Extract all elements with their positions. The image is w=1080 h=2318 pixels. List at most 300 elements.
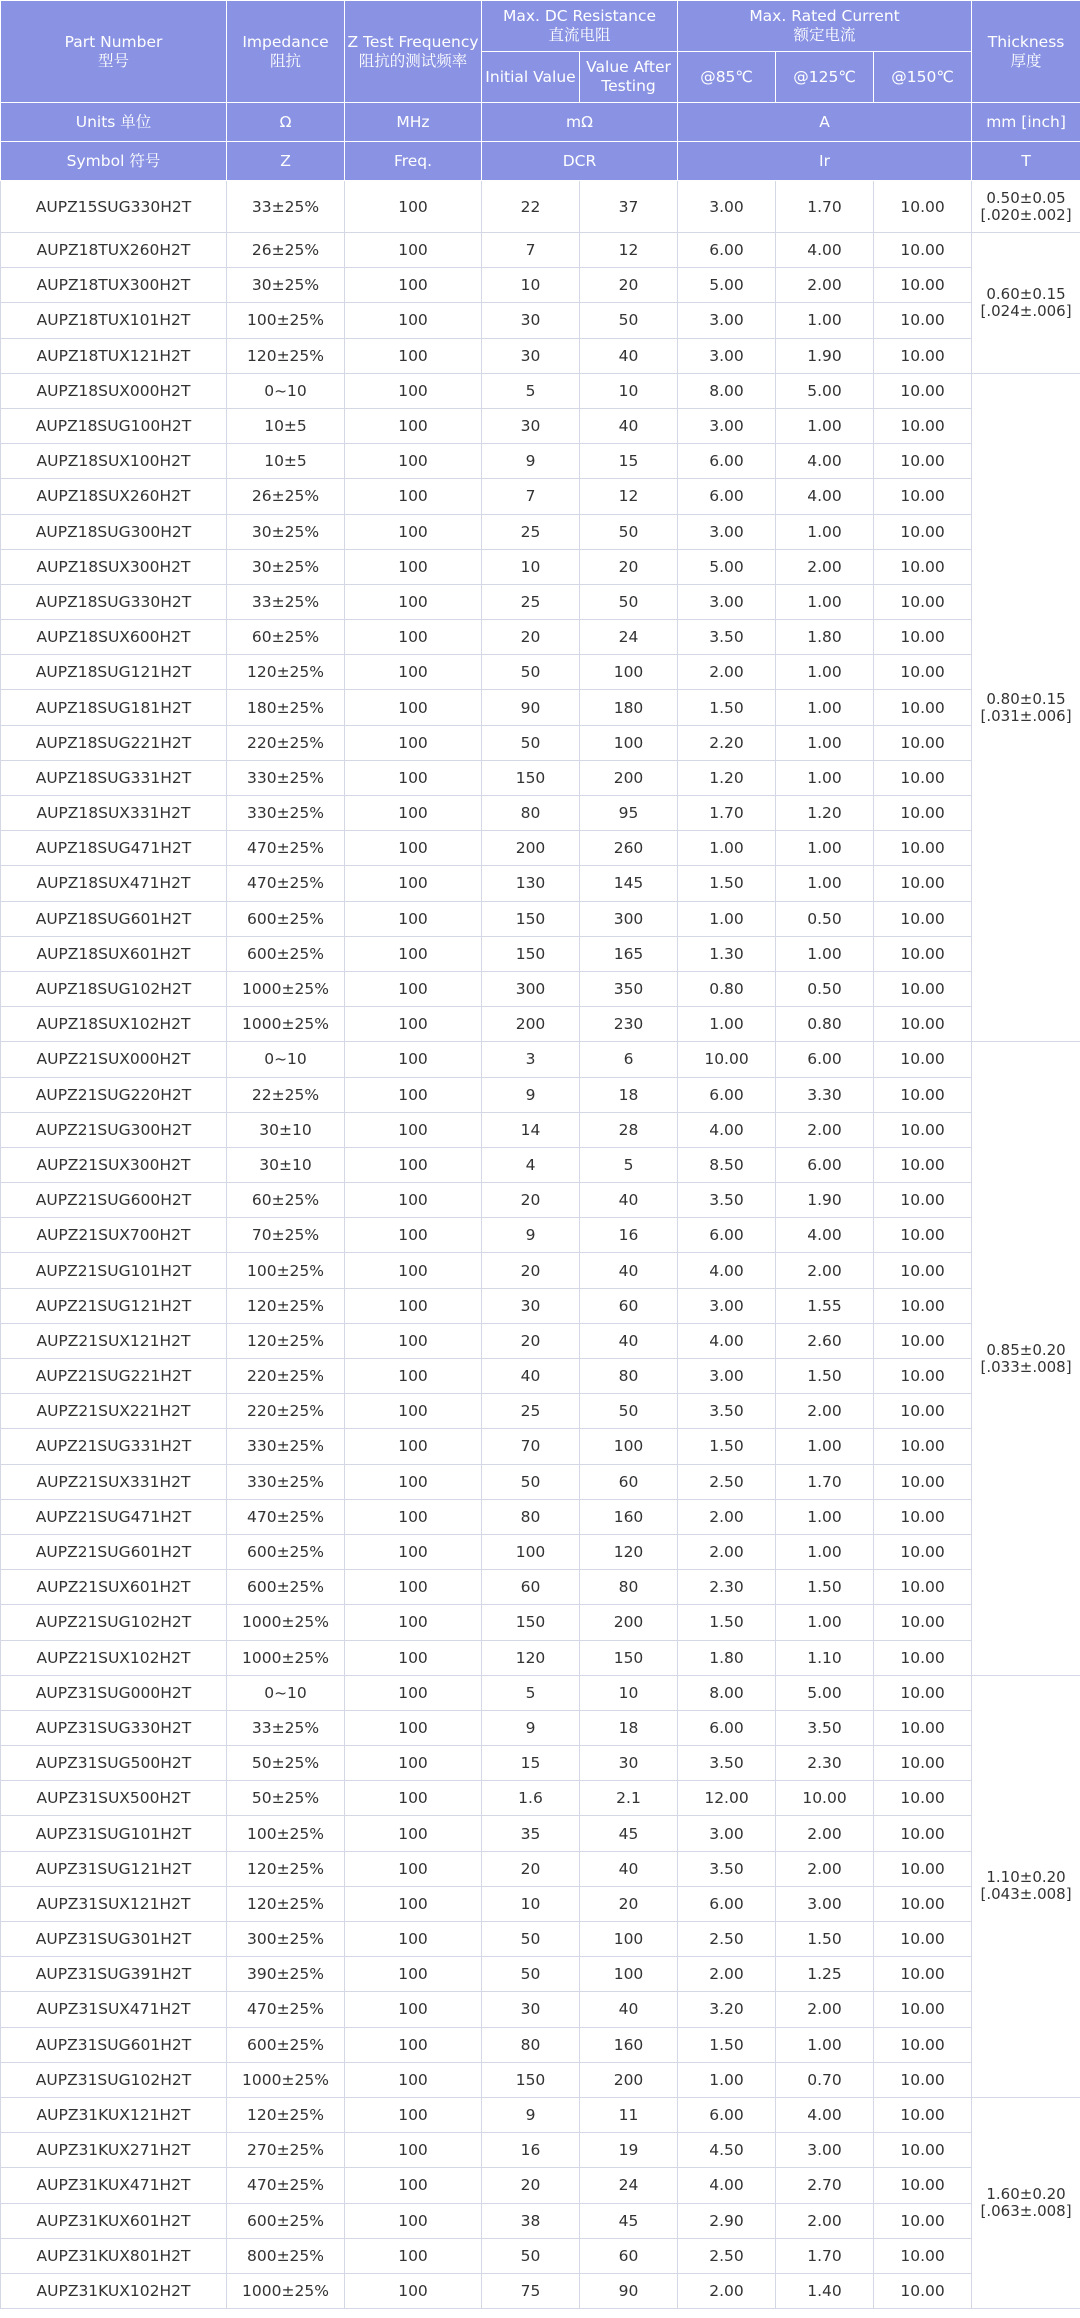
dcr-initial-cell: 100 <box>482 1534 580 1569</box>
dcr-after-cell: 90 <box>580 2273 678 2308</box>
impedance-cell: 26±25% <box>227 233 345 268</box>
current-85c-cell: 1.00 <box>678 1007 776 1042</box>
part-number-cell: AUPZ18TUX101H2T <box>1 303 227 338</box>
part-number-cell: AUPZ31SUG000H2T <box>1 1675 227 1710</box>
current-125c-cell: 0.80 <box>776 1007 874 1042</box>
part-number-header: Part Number 型号 <box>1 1 227 103</box>
at-150c-header: @150℃ <box>874 52 972 103</box>
frequency-cell: 100 <box>345 2273 482 2308</box>
frequency-cell: 100 <box>345 1851 482 1886</box>
current-85c-cell: 6.00 <box>678 2097 776 2132</box>
dcr-after-cell: 10 <box>580 1675 678 1710</box>
current-85c-cell: 6.00 <box>678 1077 776 1112</box>
dcr-after-cell: 150 <box>580 1640 678 1675</box>
part-number-cell: AUPZ18SUG300H2T <box>1 514 227 549</box>
table-row <box>1 1464 1080 1499</box>
frequency-cell: 100 <box>345 1710 482 1745</box>
current-85c-cell: 1.00 <box>678 901 776 936</box>
impedance-cell: 1000±25% <box>227 2062 345 2097</box>
current-150c-cell: 10.00 <box>874 620 972 655</box>
dcr-initial-cell: 30 <box>482 1288 580 1323</box>
units-frequency: MHz <box>345 103 482 142</box>
dcr-after-cell: 60 <box>580 1464 678 1499</box>
current-85c-cell: 12.00 <box>678 1781 776 1816</box>
current-150c-cell: 10.00 <box>874 725 972 760</box>
frequency-cell: 100 <box>345 549 482 584</box>
dcr-after-cell: 20 <box>580 268 678 303</box>
frequency-cell: 100 <box>345 1746 482 1781</box>
dcr-after-cell: 100 <box>580 655 678 690</box>
dcr-initial-cell: 50 <box>482 1922 580 1957</box>
dcr-after-cell: 10 <box>580 373 678 408</box>
dcr-initial-cell: 15 <box>482 1746 580 1781</box>
current-125c-cell: 1.00 <box>776 936 874 971</box>
current-85c-cell: 8.50 <box>678 1147 776 1182</box>
current-150c-cell: 10.00 <box>874 2027 972 2062</box>
part-number-cell: AUPZ18SUX102H2T <box>1 1007 227 1042</box>
dcr-initial-cell: 150 <box>482 936 580 971</box>
current-125c-cell: 2.00 <box>776 1112 874 1147</box>
table-row <box>1 1534 1080 1569</box>
impedance-cell: 180±25% <box>227 690 345 725</box>
current-85c-cell: 2.00 <box>678 655 776 690</box>
dcr-after-cell: 40 <box>580 1851 678 1886</box>
table-row <box>1 1922 1080 1957</box>
impedance-cell: 26±25% <box>227 479 345 514</box>
dcr-after-cell: 200 <box>580 2062 678 2097</box>
impedance-cell: 330±25% <box>227 796 345 831</box>
table-row <box>1 1746 1080 1781</box>
current-85c-cell: 2.00 <box>678 1534 776 1569</box>
part-number-cell: AUPZ31SUX471H2T <box>1 1992 227 2027</box>
table-row <box>1 1218 1080 1253</box>
impedance-cell: 330±25% <box>227 1464 345 1499</box>
table-row <box>1 1112 1080 1147</box>
dcr-after-cell: 100 <box>580 725 678 760</box>
table-row <box>1 1570 1080 1605</box>
part-number-cell: AUPZ31SUG121H2T <box>1 1851 227 1886</box>
dcr-after-cell: 80 <box>580 1570 678 1605</box>
dcr-after-cell: 12 <box>580 479 678 514</box>
dcr-after-cell: 50 <box>580 303 678 338</box>
thickness-cell <box>972 1675 1080 2097</box>
impedance-cell: 600±25% <box>227 2027 345 2062</box>
frequency-cell: 100 <box>345 866 482 901</box>
dcr-after-cell: 45 <box>580 1816 678 1851</box>
impedance-cell: 30±25% <box>227 549 345 584</box>
current-125c-cell: 4.00 <box>776 1218 874 1253</box>
current-125c-cell: 1.80 <box>776 620 874 655</box>
dcr-after-cell: 200 <box>580 760 678 795</box>
current-125c-cell: 4.00 <box>776 233 874 268</box>
current-125c-cell: 1.00 <box>776 408 874 443</box>
current-85c-cell: 3.20 <box>678 1992 776 2027</box>
units-dcr: mΩ <box>482 103 678 142</box>
dcr-initial-cell: 150 <box>482 2062 580 2097</box>
table-row <box>1 690 1080 725</box>
dcr-initial-cell: 80 <box>482 796 580 831</box>
frequency-cell: 100 <box>345 971 482 1006</box>
frequency-cell: 100 <box>345 1675 482 1710</box>
current-85c-cell: 1.50 <box>678 1605 776 1640</box>
dcr-after-cell: 50 <box>580 584 678 619</box>
dcr-initial-cell: 9 <box>482 2097 580 2132</box>
current-125c-cell: 4.00 <box>776 2097 874 2132</box>
frequency-cell: 100 <box>345 1077 482 1112</box>
thickness-inch: [.033±.008] <box>980 1357 1072 1376</box>
current-85c-cell: 0.80 <box>678 971 776 1006</box>
current-125c-cell: 2.00 <box>776 1253 874 1288</box>
part-number-cell: AUPZ31SUG101H2T <box>1 1816 227 1851</box>
dcr-initial-cell: 30 <box>482 408 580 443</box>
impedance-cell: 50±25% <box>227 1746 345 1781</box>
table-row <box>1 1007 1080 1042</box>
frequency-cell: 100 <box>345 338 482 373</box>
impedance-cell: 120±25% <box>227 1323 345 1358</box>
impedance-cell: 120±25% <box>227 1886 345 1921</box>
current-150c-cell: 10.00 <box>874 1183 972 1218</box>
dcr-initial-cell: 20 <box>482 1183 580 1218</box>
part-number-cell: AUPZ18SUX471H2T <box>1 866 227 901</box>
impedance-cell: 60±25% <box>227 620 345 655</box>
dcr-after-cell: 19 <box>580 2133 678 2168</box>
current-125c-cell: 1.20 <box>776 796 874 831</box>
dcr-after-cell: 40 <box>580 1183 678 1218</box>
current-125c-cell: 1.50 <box>776 1922 874 1957</box>
part-number-cell: AUPZ21SUX700H2T <box>1 1218 227 1253</box>
dcr-initial-cell: 50 <box>482 1464 580 1499</box>
dc-resistance-header: Max. DC Resistance 直流电阻 <box>482 1 678 52</box>
thickness-cell <box>972 1042 1080 1675</box>
impedance-cell: 10±5 <box>227 408 345 443</box>
impedance-header: Impedance 阻抗 <box>227 1 345 103</box>
table-row <box>1 1288 1080 1323</box>
dcr-after-cell: 20 <box>580 549 678 584</box>
current-125c-cell: 1.70 <box>776 2238 874 2273</box>
dcr-initial-cell: 30 <box>482 338 580 373</box>
part-number-cell: AUPZ18SUX000H2T <box>1 373 227 408</box>
current-125c-cell: 4.00 <box>776 444 874 479</box>
current-150c-cell: 10.00 <box>874 655 972 690</box>
frequency-cell: 100 <box>345 1534 482 1569</box>
current-125c-cell: 6.00 <box>776 1042 874 1077</box>
frequency-cell: 100 <box>345 1570 482 1605</box>
current-85c-cell: 3.00 <box>678 408 776 443</box>
frequency-cell: 100 <box>345 2168 482 2203</box>
units-impedance: Ω <box>227 103 345 142</box>
current-150c-cell: 10.00 <box>874 1816 972 1851</box>
part-number-cell: AUPZ31SUG102H2T <box>1 2062 227 2097</box>
current-85c-cell: 2.00 <box>678 1499 776 1534</box>
current-125c-cell: 2.00 <box>776 2203 874 2238</box>
frequency-cell: 100 <box>345 1499 482 1534</box>
part-number-cell: AUPZ21SUG300H2T <box>1 1112 227 1147</box>
dcr-initial-cell: 22 <box>482 181 580 233</box>
table-row <box>1 1394 1080 1429</box>
thickness-mm: 1.10±0.20 <box>986 1868 1066 1887</box>
dcr-after-cell: 40 <box>580 1992 678 2027</box>
table-row <box>1 1359 1080 1394</box>
current-85c-cell: 3.00 <box>678 584 776 619</box>
dcr-initial-cell: 80 <box>482 1499 580 1534</box>
current-85c-cell: 2.00 <box>678 1957 776 1992</box>
frequency-cell: 100 <box>345 1464 482 1499</box>
current-150c-cell: 10.00 <box>874 1253 972 1288</box>
current-85c-cell: 3.00 <box>678 1816 776 1851</box>
dcr-after-cell: 60 <box>580 1288 678 1323</box>
frequency-cell: 100 <box>345 181 482 233</box>
dcr-after-cell: 230 <box>580 1007 678 1042</box>
table-row <box>1 655 1080 690</box>
current-150c-cell: 10.00 <box>874 2168 972 2203</box>
dcr-initial-cell: 4 <box>482 1147 580 1182</box>
current-125c-cell: 0.70 <box>776 2062 874 2097</box>
impedance-cell: 30±10 <box>227 1147 345 1182</box>
frequency-cell: 100 <box>345 268 482 303</box>
table-row <box>1 1499 1080 1534</box>
dcr-initial-cell: 60 <box>482 1570 580 1605</box>
dcr-initial-cell: 20 <box>482 1253 580 1288</box>
table-row <box>1 1640 1080 1675</box>
table-row <box>1 479 1080 514</box>
impedance-cell: 1000±25% <box>227 2273 345 2308</box>
part-number-cell: AUPZ31SUG601H2T <box>1 2027 227 2062</box>
current-125c-cell: 1.90 <box>776 1183 874 1218</box>
current-125c-cell: 2.00 <box>776 1992 874 2027</box>
current-150c-cell: 10.00 <box>874 760 972 795</box>
frequency-cell: 100 <box>345 2238 482 2273</box>
current-85c-cell: 4.00 <box>678 1112 776 1147</box>
dcr-after-cell: 6 <box>580 1042 678 1077</box>
table-row <box>1 796 1080 831</box>
current-85c-cell: 3.00 <box>678 338 776 373</box>
current-125c-cell: 0.50 <box>776 971 874 1006</box>
current-125c-cell: 1.00 <box>776 831 874 866</box>
dcr-after-cell: 350 <box>580 971 678 1006</box>
table-row <box>1 971 1080 1006</box>
dcr-initial-cell: 150 <box>482 901 580 936</box>
current-150c-cell: 10.00 <box>874 866 972 901</box>
current-150c-cell: 10.00 <box>874 1429 972 1464</box>
table-row <box>1 1957 1080 1992</box>
dcr-after-cell: 18 <box>580 1710 678 1745</box>
at-125c-header: @125℃ <box>776 52 874 103</box>
frequency-cell: 100 <box>345 760 482 795</box>
current-85c-cell: 1.50 <box>678 1429 776 1464</box>
current-85c-cell: 6.00 <box>678 233 776 268</box>
current-85c-cell: 3.50 <box>678 1746 776 1781</box>
thickness-mm: 0.80±0.15 <box>986 689 1066 708</box>
dcr-after-cell: 145 <box>580 866 678 901</box>
current-125c-cell: 1.50 <box>776 1359 874 1394</box>
table-row <box>1 1992 1080 2027</box>
current-150c-cell: 10.00 <box>874 2203 972 2238</box>
thickness-cell <box>972 2097 1080 2308</box>
dcr-initial-cell: 20 <box>482 2168 580 2203</box>
dcr-initial-cell: 50 <box>482 2238 580 2273</box>
current-85c-cell: 2.20 <box>678 725 776 760</box>
impedance-cell: 70±25% <box>227 1218 345 1253</box>
current-85c-cell: 2.50 <box>678 2238 776 2273</box>
current-85c-cell: 6.00 <box>678 444 776 479</box>
impedance-cell: 100±25% <box>227 1816 345 1851</box>
impedance-cell: 1000±25% <box>227 971 345 1006</box>
part-number-cell: AUPZ21SUX102H2T <box>1 1640 227 1675</box>
impedance-cell: 300±25% <box>227 1922 345 1957</box>
part-number-cell: AUPZ31SUG500H2T <box>1 1746 227 1781</box>
dcr-after-cell: 2.1 <box>580 1781 678 1816</box>
impedance-cell: 30±25% <box>227 514 345 549</box>
current-125c-cell: 1.00 <box>776 690 874 725</box>
table-row <box>1 1851 1080 1886</box>
frequency-cell: 100 <box>345 303 482 338</box>
dcr-initial-cell: 10 <box>482 268 580 303</box>
current-150c-cell: 10.00 <box>874 1218 972 1253</box>
current-125c-cell: 1.00 <box>776 655 874 690</box>
current-85c-cell: 3.50 <box>678 1183 776 1218</box>
dcr-initial-cell: 3 <box>482 1042 580 1077</box>
dcr-after-cell: 15 <box>580 444 678 479</box>
thickness-cell <box>972 373 1080 1042</box>
dcr-after-cell: 120 <box>580 1534 678 1569</box>
part-number-cell: AUPZ31KUX271H2T <box>1 2133 227 2168</box>
current-85c-cell: 2.50 <box>678 1464 776 1499</box>
frequency-cell: 100 <box>345 1429 482 1464</box>
dcr-initial-cell: 5 <box>482 373 580 408</box>
current-125c-cell: 2.00 <box>776 1394 874 1429</box>
frequency-cell: 100 <box>345 2097 482 2132</box>
current-150c-cell: 10.00 <box>874 1112 972 1147</box>
units-label: Units 单位 <box>1 103 227 142</box>
dcr-after-cell: 80 <box>580 1359 678 1394</box>
at-85c-header: @85℃ <box>678 52 776 103</box>
current-125c-cell: 1.00 <box>776 1499 874 1534</box>
current-85c-cell: 1.80 <box>678 1640 776 1675</box>
current-150c-cell: 10.00 <box>874 901 972 936</box>
impedance-cell: 220±25% <box>227 725 345 760</box>
impedance-cell: 220±25% <box>227 1359 345 1394</box>
current-125c-cell: 1.90 <box>776 338 874 373</box>
impedance-cell: 270±25% <box>227 2133 345 2168</box>
current-85c-cell: 2.00 <box>678 2273 776 2308</box>
current-85c-cell: 2.30 <box>678 1570 776 1605</box>
table-row <box>1 444 1080 479</box>
dcr-after-cell: 160 <box>580 1499 678 1534</box>
part-number-cell: AUPZ15SUG330H2T <box>1 181 227 233</box>
dcr-initial-cell: 50 <box>482 725 580 760</box>
table-row <box>1 2273 1080 2308</box>
current-150c-cell: 10.00 <box>874 233 972 268</box>
current-150c-cell: 10.00 <box>874 1359 972 1394</box>
table-row <box>1 620 1080 655</box>
dcr-after-cell: 50 <box>580 514 678 549</box>
table-row <box>1 760 1080 795</box>
frequency-cell: 100 <box>345 1605 482 1640</box>
current-150c-cell: 10.00 <box>874 1886 972 1921</box>
dcr-initial-cell: 25 <box>482 584 580 619</box>
part-number-cell: AUPZ21SUG331H2T <box>1 1429 227 1464</box>
dcr-after-cell: 40 <box>580 1253 678 1288</box>
current-150c-cell: 10.00 <box>874 303 972 338</box>
rated-current-header: Max. Rated Current 额定电流 <box>678 1 972 52</box>
frequency-cell: 100 <box>345 2203 482 2238</box>
current-150c-cell: 10.00 <box>874 690 972 725</box>
frequency-cell: 100 <box>345 584 482 619</box>
frequency-cell: 100 <box>345 620 482 655</box>
dcr-initial-cell: 20 <box>482 1323 580 1358</box>
current-150c-cell: 10.00 <box>874 1781 972 1816</box>
dcr-initial-cell: 70 <box>482 1429 580 1464</box>
dcr-after-cell: 160 <box>580 2027 678 2062</box>
dcr-after-cell: 16 <box>580 1218 678 1253</box>
current-125c-cell: 1.70 <box>776 181 874 233</box>
impedance-cell: 600±25% <box>227 1534 345 1569</box>
part-number-cell: AUPZ18SUG121H2T <box>1 655 227 690</box>
table-row <box>1 2097 1080 2132</box>
impedance-cell: 1000±25% <box>227 1605 345 1640</box>
frequency-cell: 100 <box>345 2027 482 2062</box>
current-150c-cell: 10.00 <box>874 2273 972 2308</box>
current-125c-cell: 1.00 <box>776 514 874 549</box>
table-row <box>1 1675 1080 1710</box>
current-85c-cell: 8.00 <box>678 1675 776 1710</box>
part-number-cell: AUPZ31SUG330H2T <box>1 1710 227 1745</box>
table-row <box>1 2203 1080 2238</box>
dcr-after-cell: 20 <box>580 1886 678 1921</box>
current-125c-cell: 2.00 <box>776 268 874 303</box>
frequency-cell: 100 <box>345 2062 482 2097</box>
impedance-cell: 600±25% <box>227 936 345 971</box>
part-number-cell: AUPZ18TUX300H2T <box>1 268 227 303</box>
current-125c-cell: 2.70 <box>776 2168 874 2203</box>
part-number-cell: AUPZ18SUG331H2T <box>1 760 227 795</box>
current-85c-cell: 4.00 <box>678 2168 776 2203</box>
current-150c-cell: 10.00 <box>874 1851 972 1886</box>
table-row <box>1 1147 1080 1182</box>
frequency-cell: 100 <box>345 1042 482 1077</box>
frequency-cell: 100 <box>345 444 482 479</box>
frequency-cell: 100 <box>345 373 482 408</box>
table-row <box>1 1429 1080 1464</box>
dcr-after-cell: 30 <box>580 1746 678 1781</box>
dcr-after-cell: 40 <box>580 408 678 443</box>
frequency-cell: 100 <box>345 1183 482 1218</box>
current-150c-cell: 10.00 <box>874 2238 972 2273</box>
impedance-cell: 33±25% <box>227 181 345 233</box>
dcr-initial-cell: 9 <box>482 1710 580 1745</box>
table-row <box>1 549 1080 584</box>
current-125c-cell: 2.60 <box>776 1323 874 1358</box>
part-number-cell: AUPZ31KUX601H2T <box>1 2203 227 2238</box>
current-85c-cell: 6.00 <box>678 1710 776 1745</box>
dcr-initial-cell: 120 <box>482 1640 580 1675</box>
symbol-thickness: T <box>972 142 1080 181</box>
part-number-cell: AUPZ21SUX121H2T <box>1 1323 227 1358</box>
part-number-cell: AUPZ18SUG330H2T <box>1 584 227 619</box>
impedance-cell: 390±25% <box>227 1957 345 1992</box>
frequency-cell: 100 <box>345 1112 482 1147</box>
symbol-dcr: DCR <box>482 142 678 181</box>
symbol-current: Ir <box>678 142 972 181</box>
initial-value-header: Initial Value <box>482 52 580 103</box>
current-125c-cell: 6.00 <box>776 1147 874 1182</box>
part-number-cell: AUPZ31SUG301H2T <box>1 1922 227 1957</box>
current-150c-cell: 10.00 <box>874 1007 972 1042</box>
dcr-initial-cell: 130 <box>482 866 580 901</box>
dcr-after-cell: 5 <box>580 1147 678 1182</box>
current-125c-cell: 1.00 <box>776 866 874 901</box>
part-number-cell: AUPZ31SUX121H2T <box>1 1886 227 1921</box>
